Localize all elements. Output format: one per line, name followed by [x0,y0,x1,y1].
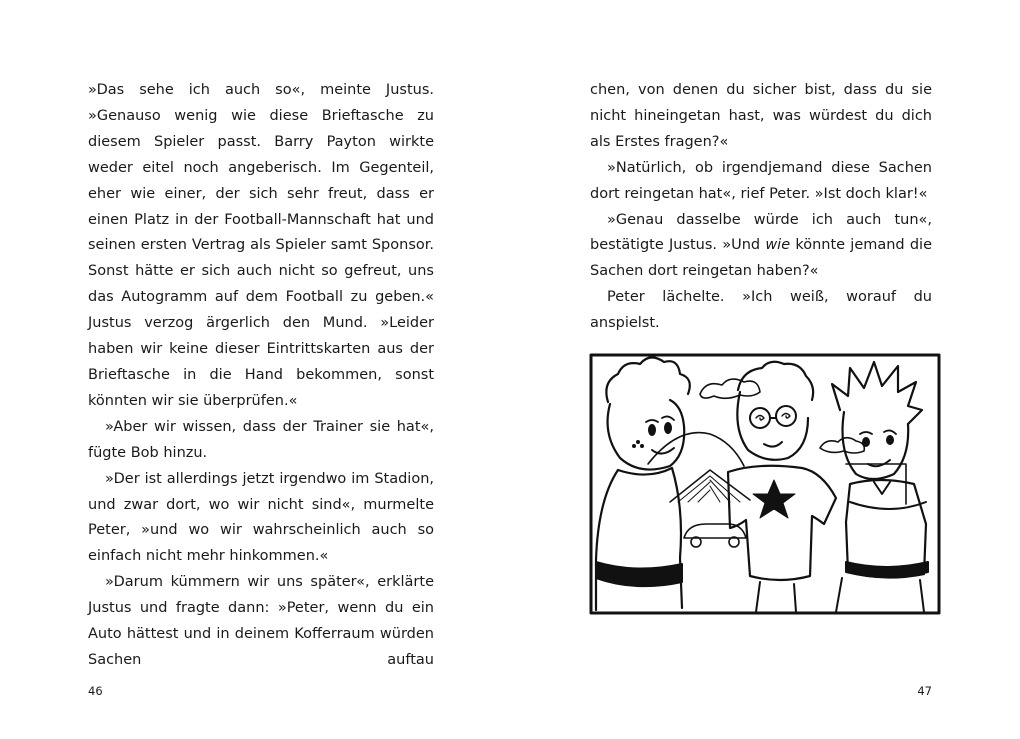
right-page [510,0,1020,739]
paragraph: »Natürlich, ob irgendjemand diese Sachen dort reingetan hat«, rief Peter. »Ist doch klar!« [590,159,932,202]
paragraph-text: »Genau dasselbe würde ich auch tun«, bestätigte Justus. »Und [590,211,932,254]
left-page-text [88,78,434,674]
right-page-text [590,78,932,337]
paragraph: »Das sehe ich auch so«, meinte Justus. »Genauso wenig wie diese Brieftasche zu diesem Spieler passt. Barry Payton wirkte weder eitel noch angeberisch. Im Gegenteil, eher wie einer, der sich sehr freut, dass er einen Platz in der Football-Mannschaft hat und seinen ersten Vertrag als Spieler samt Sponsor. Sonst hätte er sich auch nicht so gefreut, uns das Autogramm auf dem Football zu geben.« Justus verzog ärgerlich den Mund. »Leider haben wir keine dieser Eintrittskarten aus der Brieftasche in die Hand bekommen, sonst könnten wir sie überprüfen.« [88,82,434,409]
emphasis-text: wie [765,237,791,254]
paragraph: »Darum kümmern wir uns später«, erklärte Justus und fragte dann: »Peter, wenn du ein Auto hättest und in deinem Kofferraum würden Sachen auftau [88,574,434,668]
paragraph: Peter lächelte. »Ich weiß, worauf du anspielst. [590,289,932,332]
page-number: 47 [917,684,932,698]
paragraph: »Aber wir wissen, dass der Trainer sie hat«, fügte Bob hinzu. [88,418,434,461]
paragraph: chen, von denen du sicher bist, dass du sie nicht hineingetan hast, was würdest du dich als Erstes fragen?« [590,82,932,150]
page-number: 46 [88,684,103,698]
paragraph: »Der ist allerdings jetzt irgendwo im Stadion, und zwar dort, wo wir nicht sind«, murmelte Peter, »und wo wir wahrscheinlich auch so einfach nicht mehr hinkommen.« [88,470,434,565]
paragraph [590,208,932,286]
three-boys-cartoon-illustration [588,352,942,616]
paragraph-text: könnte jemand die Sachen dort reingetan haben?« [590,237,932,280]
